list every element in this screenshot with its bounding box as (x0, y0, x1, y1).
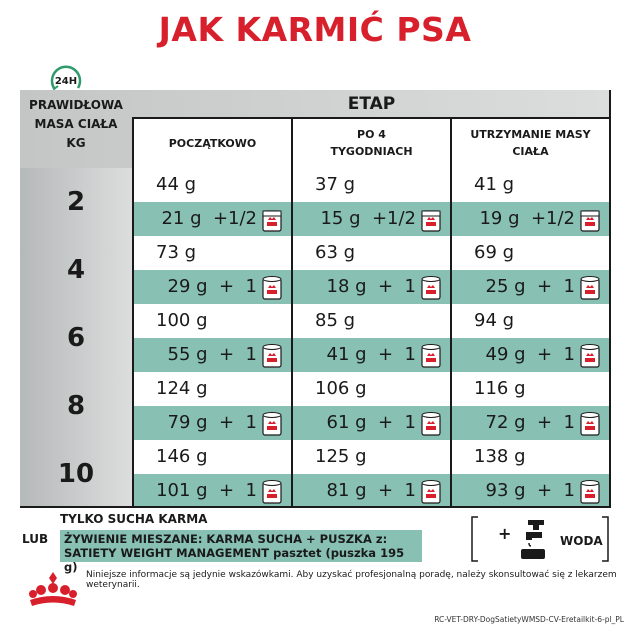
can-icon (261, 274, 283, 301)
mixed-amount-text: 49 g + 1 (485, 344, 575, 365)
mixed-amount-text: 15 g +1/2 (320, 208, 416, 229)
mixed-amount-cell (452, 270, 609, 304)
product-code: RC-VET-DRY-DogSatietyWMSD-CV-Eretailkit-6-pl_PL (434, 615, 624, 624)
grid-line (609, 90, 611, 508)
half-can-icon (420, 206, 442, 233)
mixed-amount-text: 21 g +1/2 (161, 208, 257, 229)
mixed-amount-text: 61 g + 1 (326, 412, 416, 433)
dry-amount-cell: 63 g (293, 236, 450, 270)
can-icon (579, 342, 601, 369)
dry-amount-cell: 106 g (293, 372, 450, 406)
mixed-amount-cell (452, 338, 609, 372)
can-icon (579, 410, 601, 437)
can-icon (420, 274, 442, 301)
column-header-initial: POCZĄTKOWO (134, 118, 291, 168)
mixed-amount-cell (452, 474, 609, 508)
can-icon (261, 478, 283, 505)
can-icon (261, 410, 283, 437)
mixed-amount-text: 18 g + 1 (326, 276, 416, 297)
mixed-amount-text: 41 g + 1 (326, 344, 416, 365)
mixed-amount-cell (134, 406, 291, 440)
mixed-amount-cell (134, 474, 291, 508)
mixed-amount-text: 25 g + 1 (485, 276, 575, 297)
weight-value: 4 (66, 255, 86, 285)
royal-canin-crown-logo (26, 568, 80, 608)
dry-amount-cell: 146 g (134, 440, 291, 474)
mixed-amount-cell (293, 202, 450, 236)
page-title: JAK KARMIĆ PSA (158, 10, 472, 49)
feeding-table (20, 90, 611, 508)
weight-value: 8 (66, 391, 86, 421)
mixed-amount-cell (452, 202, 609, 236)
grid-line (450, 118, 452, 508)
dry-amount-cell: 44 g (134, 168, 291, 202)
mixed-amount-text: 72 g + 1 (485, 412, 575, 433)
weight-value: 2 (66, 187, 86, 217)
legend-dry-only: TYLKO SUCHA KARMA (60, 512, 208, 526)
grid-line (20, 506, 611, 508)
column-header-after-4-weeks: PO 4 TYGODNIACH (293, 118, 450, 168)
can-icon (420, 342, 442, 369)
dry-amount-cell: 100 g (134, 304, 291, 338)
legend-mixed: ŻYWIENIE MIESZANE: KARMA SUCHA + PUSZKA z: SATIETY WEIGHT MANAGEMENT pasztet (puszka 195 g) (60, 530, 422, 562)
mixed-amount-cell (293, 338, 450, 372)
mixed-amount-text: 19 g +1/2 (479, 208, 575, 229)
can-icon (420, 478, 442, 505)
mixed-amount-text: 55 g + 1 (167, 344, 257, 365)
clock-label: 24H (54, 76, 78, 87)
dry-amount-cell: 94 g (452, 304, 609, 338)
stage-header: ETAP (347, 94, 396, 114)
dry-amount-cell: 41 g (452, 168, 609, 202)
weight-header: PRAWIDŁOWA MASA CIAŁA KG (29, 98, 123, 150)
dry-amount-cell: 37 g (293, 168, 450, 202)
mixed-amount-cell (452, 406, 609, 440)
half-can-icon (261, 206, 283, 233)
can-icon (579, 478, 601, 505)
mixed-amount-text: 81 g + 1 (326, 480, 416, 501)
mixed-amount-cell (293, 474, 450, 508)
disclaimer-note: Niniejsze informacje są jedynie wskazówkami. Aby uzyskać profesjonalną poradę, należy skonsultować się z lekarzem weterynarii. (86, 570, 617, 590)
mixed-amount-text: 79 g + 1 (167, 412, 257, 433)
dry-amount-cell: 73 g (134, 236, 291, 270)
mixed-amount-cell (134, 270, 291, 304)
dry-amount-cell: 116 g (452, 372, 609, 406)
weight-value: 10 (57, 459, 95, 489)
half-can-icon (579, 206, 601, 233)
legend-plus: + (498, 524, 512, 543)
dry-amount-cell: 124 g (134, 372, 291, 406)
mixed-amount-cell (293, 270, 450, 304)
can-icon (261, 342, 283, 369)
grid-line (132, 118, 134, 508)
mixed-amount-text: 93 g + 1 (485, 480, 575, 501)
legend-or: LUB (22, 532, 49, 546)
mixed-amount-cell (293, 406, 450, 440)
dry-amount-cell: 85 g (293, 304, 450, 338)
mixed-amount-cell (134, 338, 291, 372)
column-header-maintenance: UTRZYMANIE MASY CIAŁA (452, 118, 609, 168)
weight-value: 6 (66, 323, 86, 353)
mixed-amount-text: 29 g + 1 (167, 276, 257, 297)
mixed-amount-text: 101 g + 1 (156, 480, 257, 501)
water-tap-icon (516, 518, 550, 560)
dry-amount-cell: 138 g (452, 440, 609, 474)
grid-line (132, 117, 611, 119)
can-icon (420, 410, 442, 437)
dry-amount-cell: 69 g (452, 236, 609, 270)
mixed-amount-cell (134, 202, 291, 236)
grid-line (291, 118, 293, 508)
can-icon (579, 274, 601, 301)
dry-amount-cell: 125 g (293, 440, 450, 474)
legend-water: WODA (560, 534, 603, 548)
